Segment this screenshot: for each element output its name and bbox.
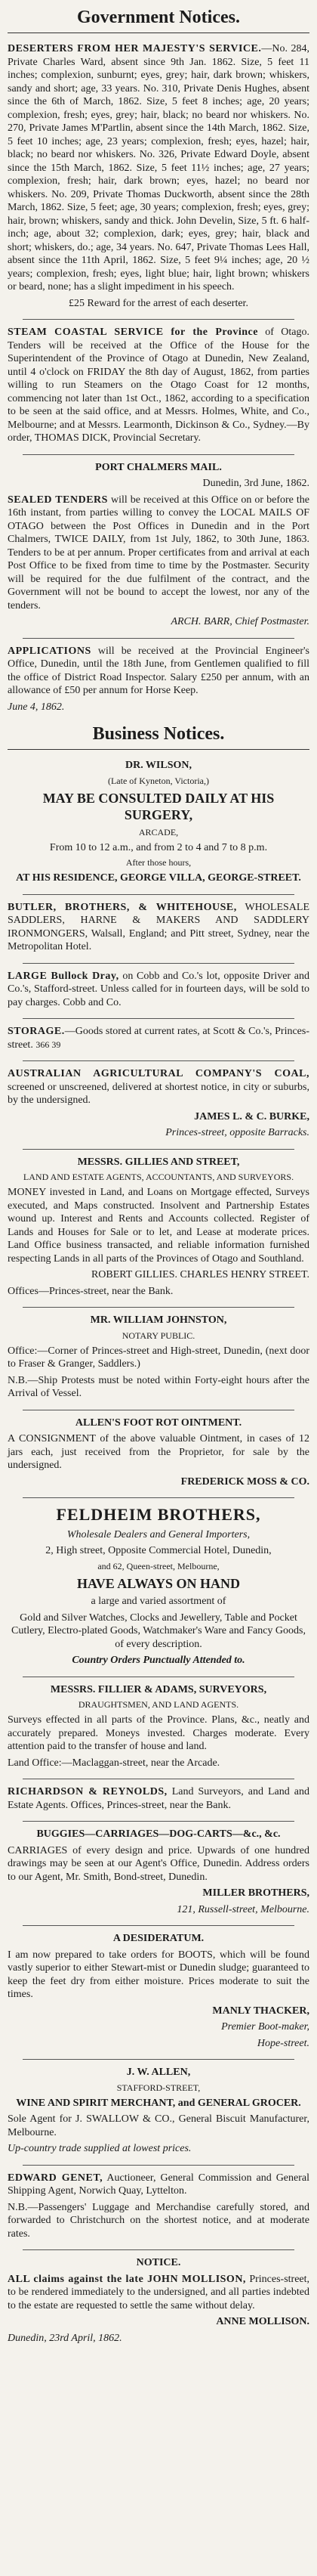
notice-title: NOTICE. (136, 2257, 181, 2268)
butler-brothers-ad (8, 896, 309, 961)
newspaper-page (8, 0, 309, 2352)
footrot-signature: FREDERICK MOSS & CO. (180, 1475, 309, 1488)
gillies-lead: MESSRS. GILLIES AND STREET, (77, 1156, 240, 1168)
desideratum-signature: MANLY THACKER, (212, 2005, 309, 2017)
richardson-body: Land Surveyors, and Land and Estate Agents. Offices, Princes-street, near the Bank. (8, 1786, 310, 1811)
divider (23, 2165, 294, 2166)
foot-rot-ad (8, 1412, 309, 1497)
storage-body: —Goods stored at current rates, at Scott & Co.'s, Princes-street. (8, 1026, 309, 1051)
feldheim-title: Wholesale Dealers and General Importers, (66, 1528, 251, 1540)
coal-lead: AUSTRALIAN AGRICULTURAL COMPANY'S COAL, (8, 1068, 309, 1079)
genet-ad (8, 2167, 309, 2249)
steam-lead: STEAM COASTAL SERVICE for the Province (8, 327, 258, 338)
gillies-title: LAND AND ESTATE AGENTS, ACCOUNTANTS, AND SURVEYORS. (23, 1172, 294, 1182)
desideratum-body: I am now prepared to take orders for BOOTS, which will be found vastly superior to either Stewart-mist or Dunedin sludge; guaranteed to keep the feet dry from either moisture. Prices moderate to suit the times. (8, 1949, 309, 2000)
mail-lead: SEALED TENDERS (8, 494, 108, 506)
steam-body: of Otago. Tenders will be received at the Office of the House for the Superintendent of the Province of Otago at Dunedin, New Zealand, until 4 o'clock on FRIDAY the 8th day of August, 1862, from parties willing to run Steamers on the Otago Coast for 12 months, commencing not later than 1st Oct., 1862, according to a specification to be seen at the said office, and at Messrs. Holmes, White, and Co., Melbourne; and at Messrs. Learmonth, Dickinson & Co., Sydney.—By order, THOMAS DICK, Provincial Secretary. (8, 327, 309, 444)
applications-lead: APPLICATIONS (8, 645, 91, 657)
mail-body: will be received at this Office on or before the 16th instant, from parties willing to convey the LOCAL MAILS OF OTAGO between the Post Offices in Dunedin and in the Port Chalmers, TWICE DAILY, from 1st July, 1862, to 30th June, 1863. Tenders to be at per annum. Proper certificates from and arrival at each Post Office to be fixed from time to time by the Postmaster. Security will be required for the due fulfilment of the contract, and the Government will not be bound to accept the lowest, nor any of the tenders. (8, 494, 309, 611)
divider (23, 894, 294, 895)
footrot-body: A CONSIGNMENT of the above valuable Ointment, in cases of 12 jars each, just received from the Proprietor, for sale by the undersigned. (8, 1433, 309, 1471)
allen-lead: J. W. ALLEN, (126, 2067, 191, 2078)
divider (23, 1925, 294, 1926)
feldheim-items: Gold and Silver Watches, Clocks and Jewellery, Table and Pocket Cutlery, Electro-plated Goods, Watchmaker's Ware and Fancy Goods, of every description. (11, 1612, 306, 1650)
feldheim-main: HAVE ALWAYS ON HAND (77, 1575, 240, 1591)
desideratum-signature2: Premier Boot-maker, (221, 2021, 309, 2033)
buggies-lead: BUGGIES—CARRIAGES—DOG-CARTS—&c., &c. (36, 1828, 281, 1840)
butler-body: WHOLESALE SADDLERS, HARNE & MAKERS AND SADDLERY IRONMONGERS, Walsall, England; and Pitt street, Sydney, near the Metropolitan Hotel. (8, 901, 310, 952)
allen-address: STAFFORD-STREET, (116, 2082, 201, 2093)
divider (23, 1018, 294, 1019)
gillies-office: Offices—Princes-street, near the Bank. (8, 1285, 174, 1297)
notice-body: Princes-street, to be rendered immediately to the undersigned, and all parties indebted to the estate are requested to settle the same without delay. (8, 2273, 310, 2311)
deserters-body: —No. 284, Private Charles Ward, absent since 9th Jan. 1862. Size, 5 feet 11 inches; complexion, sunburnt; eyes, grey; hair, dark brown; whiskers, sandy and short; age, 33 years. No. 310, Private Denis Hughes, absent since the 6th of March, 1862. Size, 5 feet 8 inches; age, 20 years; complexion, fresh; eyes, grey; hair, black; no beard nor whiskers. No. 270, Private James M'Partlin, absent since the 14th March, 1862. Size, 5 feet 10 inches; age, 23 years; complexion, fresh; eyes, hazel; hair, black; no beard nor whiskers. No. 326, Private Edward Doyle, absent since the 15th March, 1862. Size, 5 feet 11½ inches; age, 27 years; complexion, fresh; hair, dark brown; eyes, hazel; no beard nor whiskers. No. 209, Private Thomas Duckworth, absent since the 28th March, 1862. Size, 5 feet; age, 30 years; complexion, fresh; eyes, grey; hair, brown; whiskers, sandy and thick. John Develin, Size, 5 ft. 6 half-inch; age, about 32; complexion, dark; eyes, grey; hair, black and short; whiskers, do.; age, 34 years. No. 647, Private Thomas Lees Hall, absent since the 11th April, 1862. Size, 5 feet 9¼ inches; age, 20 ½ years; complexion, fresh; eyes, light blue; hair, light brown; whiskers or beard, none; has a slight impediment in his speech. (8, 43, 309, 293)
allen-foot: Up-country trade supplied at lowest prices. (8, 2143, 192, 2154)
notice-lead: ALL claims against the late JOHN MOLLISON, (8, 2273, 246, 2285)
deserters-reward: £25 Reward for the arrest of each deserter. (69, 297, 248, 309)
desideratum-address: Hope-street. (257, 2037, 309, 2049)
divider (23, 454, 294, 455)
johnston-body: Office:—Corner of Princes-street and High-street, Dunedin, (next door to Fraser & Granger, Saddlers.) (8, 1345, 309, 1370)
divider (23, 963, 294, 964)
steam-coastal-notice (8, 321, 309, 453)
allen-title: WINE AND SPIRIT MERCHANT, and GENERAL GROCER. (16, 2097, 301, 2109)
feldheim-lead: FELDHEIM BROTHERS, (56, 1505, 261, 1524)
desideratum-ad (8, 1927, 309, 2057)
butler-lead: BUTLER, BROTHERS, & WHITEHOUSE, (8, 901, 237, 913)
buggies-signature: MILLER BROTHERS, (202, 1887, 309, 1899)
port-chalmers-mail-notice (8, 457, 309, 636)
buggies-body: CARRIAGES of every design and price. Upwards of one hundred drawings may be seen at our Agent's Office, Dunedin. Address orders to our Agent, Mr. Smith, Bond-street, Dunedin. (8, 1844, 309, 1883)
feldheim-address: 2, High street, Opposite Commercial Hotel, Dunedin, (45, 1545, 272, 1556)
johnston-lead: MR. WILLIAM JOHNSTON, (90, 1314, 227, 1326)
buggies-address: 121, Russell-street, Melbourne. (177, 1903, 309, 1915)
bullock-body: on Cobb and Co.'s lot, opposite Driver and Co.'s, Stafford-street. Unless called for in fourteen days, will be sold to pay charges. Cobb and Co. (8, 970, 309, 1008)
divider (23, 1821, 294, 1822)
wilson-after: After those hours, (125, 857, 192, 868)
richardson-lead: RICHARDSON & REYNOLDS, (8, 1786, 168, 1797)
deserters-notice (8, 38, 309, 317)
buggies-ad (8, 1823, 309, 1924)
coal-ad (8, 1063, 309, 1147)
fillier-body: Surveys effected in all parts of the Province. Plans, &c., neatly and accurately prepared. Moneys invested. Charges moderate. Every attention paid to the transfer of house and land. (8, 1714, 309, 1752)
allen-ad (8, 2061, 309, 2163)
storage-lead: STORAGE. (8, 1026, 65, 1037)
bullock-dray-ad (8, 965, 309, 1017)
fillier-adams-ad (8, 1679, 309, 1778)
divider (23, 319, 294, 320)
fillier-office: Land Office:—Maclaggan-street, near the Arcade. (8, 1757, 220, 1769)
notice-signature: ANNE MOLLISON. (216, 2316, 309, 2327)
divider (23, 1497, 294, 1498)
richardson-reynolds-ad (8, 1781, 309, 1819)
johnston-note: N.B.—Ship Protests must be noted within Forty-eight hours after the Arrival of Vessel. (8, 1374, 309, 1399)
johnston-title: NOTARY PUBLIC. (122, 1330, 195, 1341)
divider (23, 2059, 294, 2060)
genet-body: Auctioneer, General Commission and General Shipping Agent, Norwich Quay, Lyttelton. (8, 2172, 309, 2197)
coal-body: screened or unscreened, delivered at shortest notice, in city or suburbs, by the undersigned. (8, 1081, 309, 1106)
johnston-ad (8, 1309, 309, 1408)
divider (23, 1060, 294, 1061)
feldheim-melbourne: and 62, Queen-street, Melbourne, (97, 1560, 220, 1571)
wilson-sub: (Late of Kyneton, Victoria,) (107, 775, 209, 786)
gillies-street-ad (8, 1151, 309, 1306)
government-notices-heading: Government Notices. (8, 5, 309, 33)
storage-ref: 366 39 (35, 1039, 61, 1050)
genet-note: N.B.—Passengers' Luggage and Merchandise carefully stored, and forwarded to Christchurch on the shortest notice, and at moderate rates. (8, 2201, 309, 2240)
wilson-residence: AT HIS RESIDENCE, GEORGE VILLA, GEORGE-STREET. (16, 872, 301, 884)
dr-wilson-ad (8, 754, 309, 893)
mollison-notice (8, 2252, 309, 2352)
genet-lead: EDWARD GENET, (8, 2172, 103, 2184)
business-notices-heading: Business Notices. (8, 721, 309, 750)
allen-body: Sole Agent for J. SWALLOW & CO., General Biscuit Manufacturer, Melbourne. (8, 2113, 309, 2138)
mail-place: Dunedin, 3rd June, 1862. (202, 478, 309, 489)
divider (23, 1307, 294, 1308)
feldheim-main2: a large and varied assortment of (91, 1596, 226, 1607)
coal-address: Princes-street, opposite Barracks. (165, 1127, 309, 1138)
mail-title: PORT CHALMERS MAIL. (95, 461, 222, 473)
deserters-lead: DESERTERS FROM HER MAJESTY'S SERVICE. (8, 43, 262, 54)
wilson-main: MAY BE CONSULTED DAILY AT HIS SURGERY, (42, 790, 275, 822)
fillier-title: DRAUGHTSMEN, AND LAND AGENTS. (78, 1699, 239, 1710)
desideratum-lead: A DESIDERATUM. (112, 1933, 205, 1944)
wilson-name: DR. WILSON, (125, 760, 192, 771)
gillies-names: ROBERT GILLIES. CHARLES HENRY STREET. (91, 1269, 309, 1280)
mail-signature: ARCH. BARR, Chief Postmaster. (171, 616, 309, 627)
gillies-body: MONEY invested in Land, and Loans on Mortgage effected, Surveys executed, and Maps constructed. Insolvent and Partnership Estates wound up. Interest and Rents and Accounts collected. Register of Lands and Houses for Sale or to let, and Lease at moderate prices. Land Office business transacted, and reliable information furnished respecting Lands in all parts of the Provinces of Otago and Southland. (8, 1187, 309, 1265)
divider (23, 1149, 294, 1150)
divider (23, 638, 294, 639)
applications-date: June 4, 1862. (8, 701, 65, 713)
applications-body: will be received at the Provincial Engineer's Office, Dunedin, until the 18th June, from Gentlemen qualified to fill the office of District Road Inspector. Salary £250 per annum, with an allowance of £50 per annum for Horse Keep. (8, 645, 310, 696)
coal-signature: JAMES L. & C. BURKE, (194, 1110, 309, 1122)
divider (23, 2249, 294, 2250)
fillier-lead: MESSRS. FILLIER & ADAMS, SURVEYORS, (50, 1683, 267, 1695)
feldheim-foot: Country Orders Punctually Attended to. (72, 1655, 245, 1666)
footrot-lead: ALLEN'S FOOT ROT OINTMENT. (75, 1416, 242, 1429)
wilson-hours: From 10 to 12 a.m., and from 2 to 4 and 7 to 8 p.m. (49, 841, 268, 853)
storage-ad (8, 1020, 309, 1059)
wilson-where: ARCADE, (138, 826, 179, 838)
applications-notice (8, 640, 309, 722)
bullock-lead: LARGE Bullock Dray, (8, 970, 119, 982)
feldheim-ad (8, 1500, 309, 1675)
notice-date: Dunedin, 23rd April, 1862. (8, 2332, 122, 2344)
